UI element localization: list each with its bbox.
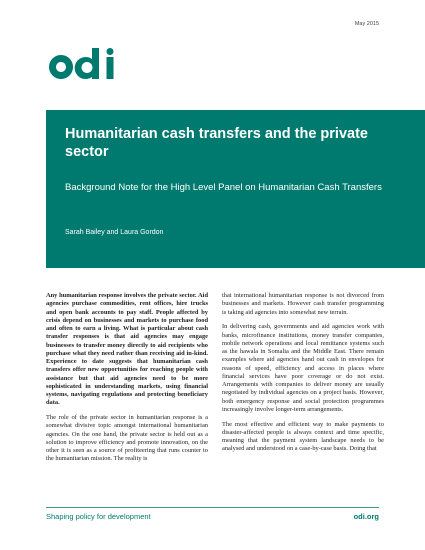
page-footer — [46, 507, 379, 530]
publication-date: May 2015 — [354, 21, 379, 27]
summary-paragraph: Any humanitarian response involves the private sector. Aid agencies purchase commodities, rent offices, hire trucks and open bank accounts to pay staff. People affected by crisis depend on businesses and markets to purchase food and often to earn a living. What is particular about cash transfer responses is that aid agencies may engage businesses to transfer money directly to aid recipients who purchase what they need rather than receiving aid in-kind. Experience to date suggests that humanitarian cash transfers offer new opportunities for reaching people with assistance but that aid agencies need to be more sophisticated in understanding markets, using financial systems, navigating regulations and protecting beneficiary data. — [46, 292, 208, 407]
body-paragraph: The most effective and efficient way to make payments to disaster-affected people is always context and time specific, meaning that the payment system landscape needs to be analysed and understood on a case-by-case basis. Doing that — [222, 420, 384, 453]
body-paragraph: The role of the private sector in humanitarian response is a somewhat divisive topic amongst international humanitarian agencies. On the one hand, the private sector is held out as a solution to improve efficiency and promote innovation, on the other it is seen as a source of profiteering that runs counter to the humanitarian mission. The reality is — [46, 414, 208, 463]
body-paragraph: that international humanitarian response is not divorced from businesses and markets. However cash transfer programming is taking aid agencies into somewhat new terrain. — [222, 292, 384, 316]
authors: Sarah Bailey and Laura Gordon — [65, 229, 164, 236]
title-banner — [46, 110, 425, 268]
document-subtitle: Background Note for the High Level Panel on Humanitarian Cash Transfers — [65, 182, 382, 193]
document-title: Humanitarian cash transfers and the private sector — [65, 126, 368, 160]
body-column-right — [222, 292, 384, 460]
body-paragraph: In delivering cash, governments and aid agencies work with banks, microfinance institutions, money transfer companies, mobile network operations and local remittance systems such as the hawala in Somalia and the Middle East. There remain examples where aid agencies hand out cash in envelopes for reasons of speed, efficiency and access in places where financial services have poor coverage or do not exist. Arrangements with companies to deliver money are usually negotiated by individual agencies on a project basis. However, both emergency response and social protection programmes increasingly involve longer-term arrangements. — [222, 323, 384, 413]
body-column-left — [46, 292, 208, 470]
odi-logo — [46, 48, 130, 86]
footer-tagline: Shaping policy for development — [46, 512, 151, 521]
footer-url-link[interactable]: odi.org — [353, 512, 379, 521]
